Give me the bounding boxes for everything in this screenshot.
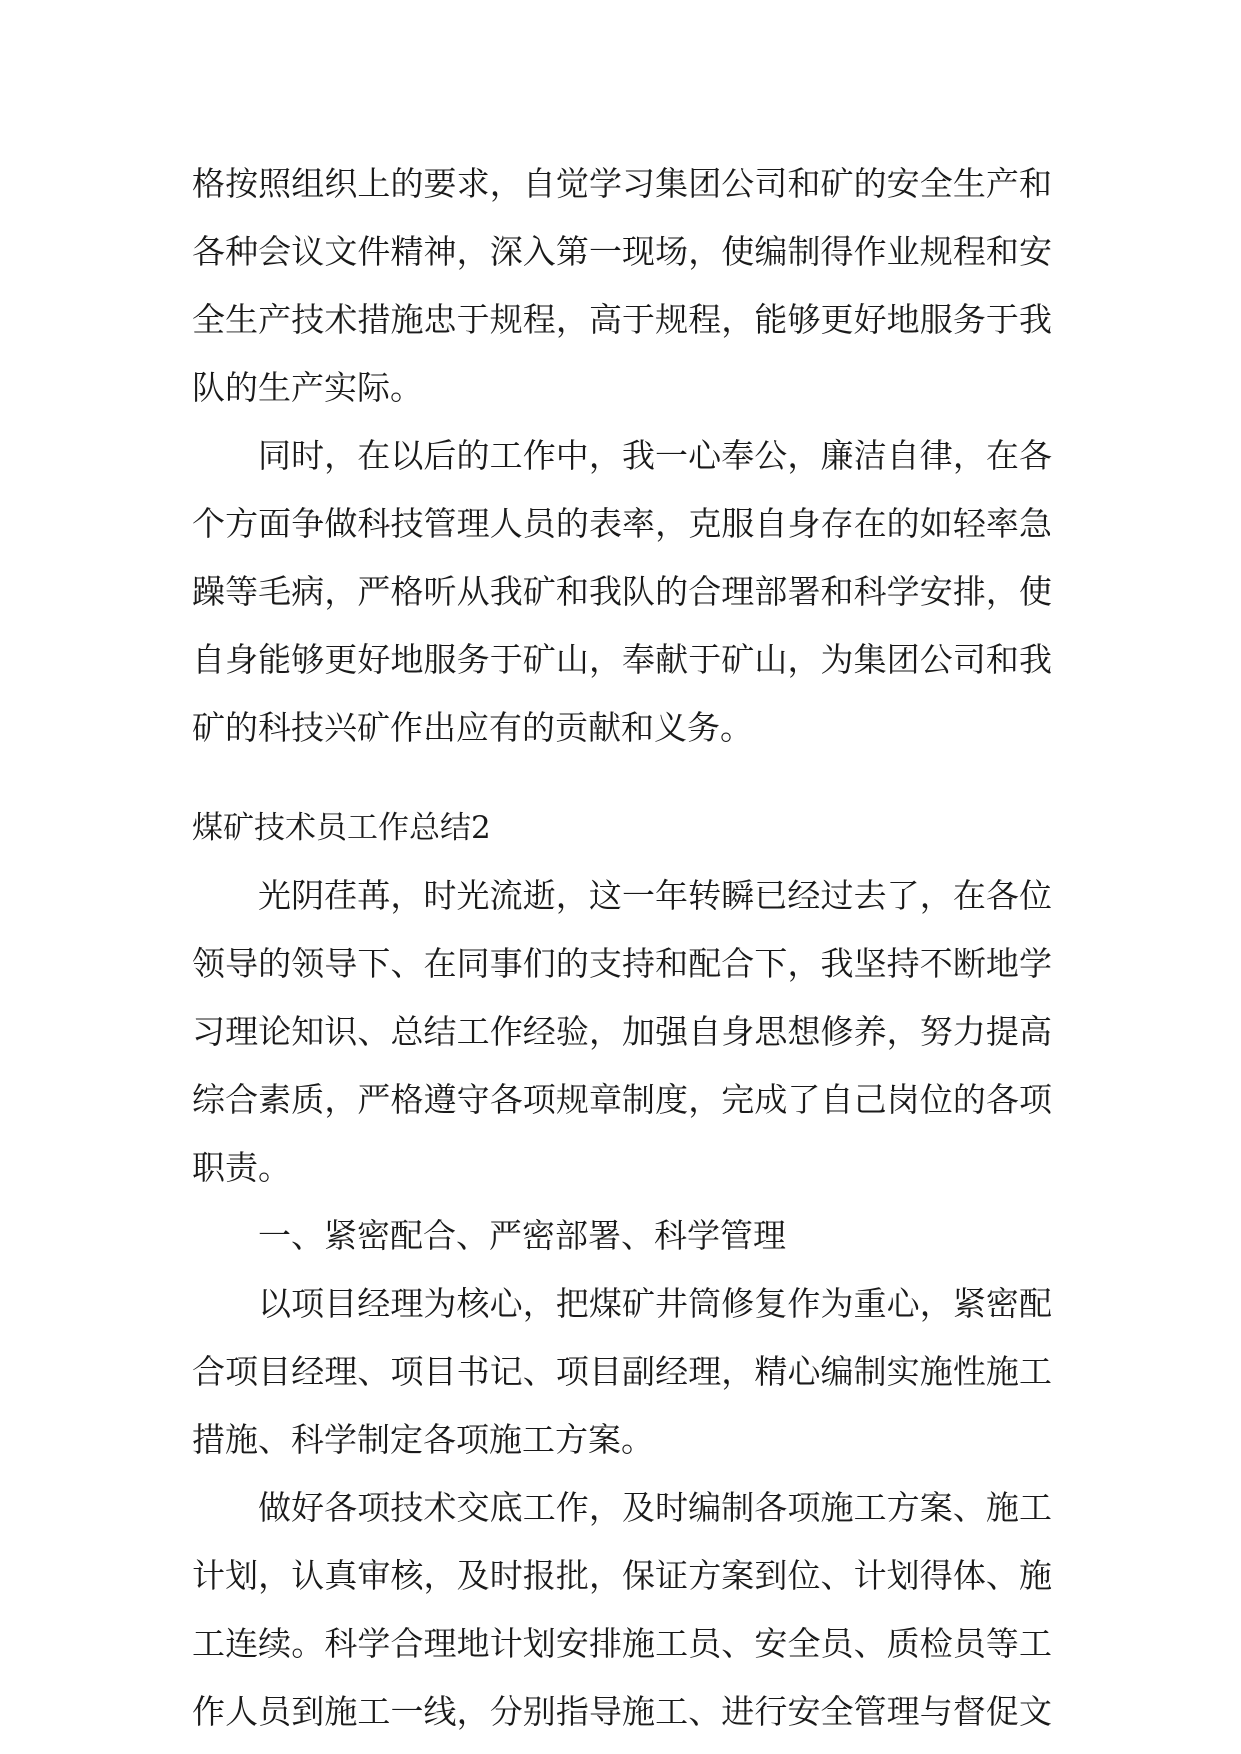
paragraph-1-line-3: 全生产技术措施忠于规程，高于规程，能够更好地服务于我 (192, 300, 1052, 339)
subheading: 一、紧密配合、严密部署、科学管理 (258, 1216, 786, 1255)
paragraph-1-line-4: 队的生产实际。 (192, 368, 423, 407)
paragraph-3-line-4: 综合素质，严格遵守各项规章制度，完成了自己岗位的各项 (192, 1080, 1052, 1119)
paragraph-2-line-5: 矿的科技兴矿作出应有的贡献和义务。 (192, 708, 753, 747)
paragraph-5-line-3: 工连续。科学合理地计划安排施工员、安全员、质检员等工 (192, 1624, 1052, 1663)
paragraph-2-line-2: 个方面争做科技管理人员的表率，克服自身存在的如轻率急 (192, 504, 1052, 543)
paragraph-4-line-2: 合项目经理、项目书记、项目副经理，精心编制实施性施工 (192, 1352, 1052, 1391)
paragraph-2-line-3: 躁等毛病，严格听从我矿和我队的合理部署和科学安排，使 (192, 572, 1052, 611)
paragraph-5-line-1: 做好各项技术交底工作，及时编制各项施工方案、施工 (258, 1488, 1052, 1527)
paragraph-1-line-2: 各种会议文件精神，深入第一现场，使编制得作业规程和安 (192, 232, 1052, 271)
paragraph-5-line-2: 计划，认真审核，及时报批，保证方案到位、计划得体、施 (192, 1556, 1052, 1595)
paragraph-3-line-3: 习理论知识、总结工作经验，加强自身思想修养，努力提高 (192, 1012, 1052, 1051)
paragraph-2-line-1: 同时，在以后的工作中，我一心奉公，廉洁自律，在各 (258, 436, 1052, 475)
paragraph-3-line-1: 光阴荏苒，时光流逝，这一年转瞬已经过去了，在各位 (258, 876, 1052, 915)
paragraph-1-line-1: 格按照组织上的要求，自觉学习集团公司和矿的安全生产和 (192, 164, 1052, 203)
paragraph-3-line-5: 职责。 (192, 1148, 291, 1187)
paragraph-2-line-4: 自身能够更好地服务于矿山，奉献于矿山，为集团公司和我 (192, 640, 1052, 679)
paragraph-4-line-3: 措施、科学制定各项施工方案。 (192, 1420, 654, 1459)
section-title: 煤矿技术员工作总结2 (192, 810, 491, 846)
paragraph-3-line-2: 领导的领导下、在同事们的支持和配合下，我坚持不断地学 (192, 944, 1052, 983)
paragraph-4-line-1: 以项目经理为核心，把煤矿井筒修复作为重心，紧密配 (258, 1284, 1052, 1323)
paragraph-5-line-4: 作人员到施工一线，分别指导施工、进行安全管理与督促文 (192, 1692, 1052, 1731)
